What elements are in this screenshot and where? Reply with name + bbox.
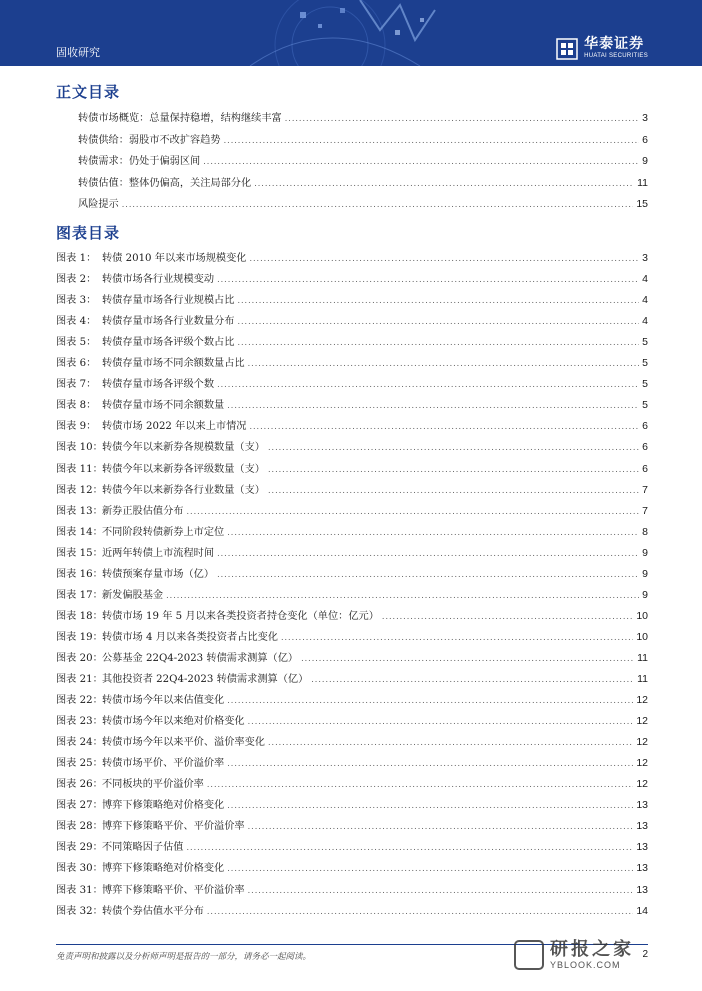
figure-title: 博弈下修策略平价、平价溢价率 (102, 821, 245, 833)
body-toc-entry[interactable] (78, 131, 648, 146)
figure-entry-page: 5 (642, 336, 648, 349)
figure-toc-entry[interactable] (56, 670, 648, 685)
figure-number: 图表 8： (56, 400, 97, 412)
figure-toc-entry[interactable] (56, 838, 648, 853)
toc-entry-label: 转债估值：整体仍偏高，关注局部分化 (78, 177, 252, 189)
toc-leader-dots (268, 465, 639, 474)
figure-title: 转债个券估值水平分布 (102, 905, 204, 917)
figure-toc-entry[interactable] (56, 523, 648, 538)
figure-entry-page: 7 (642, 504, 648, 517)
figure-title: 公募基金 22Q4-2023 转债需求测算（亿） (102, 652, 299, 664)
toc-leader-dots (301, 654, 634, 663)
body-toc-entry[interactable] (78, 195, 648, 210)
figure-number: 图表 9： (56, 421, 97, 433)
toc-leader-dots (227, 401, 639, 410)
toc-leader-dots (237, 317, 639, 326)
brand-name-en: HUATAI SECURITIES (584, 53, 648, 59)
toc-leader-dots (248, 359, 640, 368)
figure-toc-entry[interactable] (56, 902, 648, 917)
figure-toc-entry[interactable] (56, 859, 648, 874)
brand-name-cn: 华泰证券 (584, 36, 645, 52)
figure-toc-title: 图表目录 (56, 224, 121, 242)
figure-number: 图表 15： (56, 547, 103, 559)
toc-leader-dots (268, 738, 633, 747)
toc-entry-page: 15 (636, 198, 648, 210)
toc-leader-dots (203, 157, 639, 166)
toc-leader-dots (227, 801, 633, 810)
figure-number: 图表 1： (56, 253, 97, 264)
figure-number: 图表 21： (56, 674, 103, 685)
figure-entry-page: 10 (636, 630, 648, 643)
figure-number: 图表 12： (56, 484, 103, 496)
figure-entry-page: 13 (636, 841, 648, 854)
figure-toc-entry[interactable] (56, 249, 648, 264)
figure-entry-page: 12 (636, 757, 648, 770)
figure-entry-page: 14 (636, 904, 648, 917)
toc-leader-dots (122, 200, 634, 209)
figure-number: 图表 10： (56, 442, 103, 454)
figure-number: 图表 26： (56, 779, 103, 791)
watermark-text-en: YBLOOK.COM (550, 960, 621, 970)
figure-number: 图表 4： (56, 316, 97, 328)
toc-leader-dots (254, 179, 634, 188)
toc-leader-dots (217, 380, 639, 389)
toc-leader-dots (268, 443, 639, 452)
figure-title: 转债市场平价、平价溢价率 (102, 758, 225, 770)
figure-number: 图表 20： (56, 652, 103, 664)
toc-leader-dots (227, 696, 633, 705)
figure-entry-page: 13 (636, 883, 648, 896)
figure-number: 图表 25： (56, 758, 103, 770)
toc-leader-dots (227, 528, 639, 537)
figure-toc-entry[interactable] (56, 817, 648, 832)
watermark-text-cn: 研报之家 (550, 939, 634, 960)
figure-title: 博弈下修策略平价、平价溢价率 (102, 884, 245, 896)
figure-number: 图表 3： (56, 295, 97, 307)
figure-number: 图表 28： (56, 821, 103, 833)
figure-toc-entry[interactable] (56, 375, 648, 390)
brand-logo (556, 37, 648, 60)
figure-number: 图表 17： (56, 589, 103, 601)
toc-leader-dots (268, 486, 639, 495)
toc-leader-dots (187, 507, 640, 516)
figure-entry-page: 12 (636, 778, 648, 791)
figure-number: 图表 31： (56, 884, 103, 896)
toc-entry-label: 转债市场概览：总量保持稳增，结构继续丰富 (78, 113, 282, 124)
toc-entry-label: 风险提示 (78, 199, 119, 210)
figure-toc-entry[interactable] (56, 607, 648, 622)
figure-entry-page: 6 (642, 420, 648, 433)
figure-title: 转债存量市场各评级个数占比 (102, 337, 235, 349)
figure-toc-entry[interactable] (56, 438, 648, 453)
figure-toc-entry[interactable] (56, 481, 648, 496)
figure-toc-entry[interactable] (56, 754, 648, 769)
figure-toc-entry[interactable] (56, 881, 648, 896)
figure-title: 转债市场 19 年 5 月以来各类投资者持仓变化（单位：亿元） (102, 610, 379, 622)
figure-entry-page: 4 (642, 273, 648, 286)
toc-leader-dots (237, 296, 639, 305)
figure-number: 图表 23： (56, 716, 103, 728)
figure-entry-page: 12 (636, 715, 648, 728)
figure-toc-entry[interactable] (56, 291, 648, 306)
page-number: 2 (642, 949, 648, 960)
figure-number: 图表 18： (56, 610, 103, 622)
figure-toc-entry[interactable] (56, 354, 648, 369)
figure-number: 图表 7： (56, 379, 97, 391)
figure-number: 图表 16： (56, 568, 103, 580)
figure-entry-page: 8 (642, 525, 648, 538)
figure-entry-page: 3 (642, 252, 648, 264)
figure-title: 不同策略因子估值 (102, 842, 184, 854)
figure-title: 转债存量市场不同余额数量占比 (102, 358, 245, 370)
figure-title: 新发偏股基金 (102, 589, 164, 601)
figure-entry-page: 6 (642, 441, 648, 454)
toc-leader-dots (217, 570, 639, 579)
figure-entry-page: 12 (636, 736, 648, 749)
toc-leader-dots (207, 907, 633, 916)
figure-title: 新券正股估值分布 (102, 505, 184, 517)
figure-title: 转债市场各行业规模变动 (102, 274, 215, 286)
figure-toc-entry[interactable] (56, 502, 648, 517)
figure-number: 图表 11： (56, 463, 103, 475)
toc-entry-page: 6 (642, 133, 648, 146)
figure-entry-page: 6 (642, 462, 648, 475)
figure-entry-page: 13 (636, 862, 648, 875)
toc-leader-dots (227, 864, 633, 873)
figure-entry-page: 5 (642, 378, 648, 391)
figure-toc-entry[interactable] (56, 712, 648, 727)
figure-number: 图表 32： (56, 905, 103, 917)
figure-toc-entry[interactable] (56, 649, 648, 664)
toc-leader-dots (249, 254, 639, 263)
toc-leader-dots (217, 275, 639, 284)
figure-entry-page: 7 (642, 483, 648, 496)
toc-leader-dots (227, 759, 633, 768)
toc-leader-dots (207, 780, 633, 789)
figure-title: 转债市场今年以来绝对价格变化 (102, 716, 245, 728)
figure-toc-entry[interactable] (56, 733, 648, 748)
figure-toc-entry[interactable] (56, 586, 648, 601)
figure-toc-entry[interactable] (56, 396, 648, 411)
figure-title: 转债预案存量市场（亿） (102, 568, 215, 580)
toc-leader-dots (285, 114, 639, 123)
figure-entry-page: 9 (642, 546, 648, 559)
toc-entry-label: 转债需求：仍处于偏弱区间 (78, 156, 201, 167)
figure-number: 图表 19： (56, 631, 103, 643)
figure-title: 转债存量市场各评级个数 (102, 379, 215, 391)
figure-entry-page: 11 (637, 651, 648, 664)
figure-title: 转债市场今年以来平价、溢价率变化 (102, 737, 265, 749)
body-toc-entry[interactable] (78, 174, 648, 189)
figure-entry-page: 4 (642, 315, 648, 328)
figure-toc-entry[interactable] (56, 333, 648, 348)
figure-entry-page: 10 (636, 609, 648, 622)
figure-number: 图表 14： (56, 526, 103, 538)
figure-entry-page: 13 (636, 820, 648, 833)
figure-toc-entry[interactable] (56, 544, 648, 559)
figure-number: 图表 2： (56, 274, 97, 286)
toc-leader-dots (382, 612, 633, 621)
figure-number: 图表 13： (56, 505, 103, 517)
figure-title: 转债存量市场各行业规模占比 (102, 295, 235, 307)
toc-leader-dots (187, 843, 634, 852)
toc-leader-dots (311, 675, 634, 684)
toc-leader-dots (249, 422, 639, 431)
report-category: 固收研究 (56, 46, 100, 59)
toc-leader-dots (248, 717, 634, 726)
footer-disclaimer: 免责声明和披露以及分析师声明是报告的一部分，请务必一起阅读。 (56, 952, 312, 962)
toc-leader-dots (166, 591, 639, 600)
figure-number: 图表 22： (56, 695, 103, 707)
figure-toc-entry[interactable] (56, 775, 648, 790)
figure-toc-entry[interactable] (56, 460, 648, 475)
figure-entry-page: 11 (637, 673, 648, 685)
toc-leader-dots (248, 822, 634, 831)
toc-leader-dots (237, 338, 639, 347)
body-toc-title: 正文目录 (56, 83, 121, 101)
figure-entry-page: 12 (636, 694, 648, 707)
toc-leader-dots (281, 633, 633, 642)
figure-entry-page: 13 (636, 799, 648, 812)
figure-title: 博弈下修策略绝对价格变化 (102, 800, 225, 812)
figure-entry-page: 5 (642, 357, 648, 370)
figure-toc-entry[interactable] (56, 417, 648, 432)
figure-toc-entry[interactable] (56, 565, 648, 580)
figure-number: 图表 30： (56, 863, 103, 875)
figure-entry-page: 5 (642, 399, 648, 412)
figure-title: 转债今年以来新券各行业数量（支） (102, 484, 265, 496)
figure-number: 图表 6： (56, 358, 97, 370)
figure-entry-page: 9 (642, 567, 648, 580)
figure-title: 转债存量市场各行业数量分布 (102, 316, 235, 328)
figure-toc-entry[interactable] (56, 270, 648, 285)
figure-title: 转债市场 2022 年以来上市情况 (102, 421, 247, 433)
toc-entry-page: 11 (637, 176, 648, 189)
watermark-icon (514, 940, 544, 970)
figure-toc-entry[interactable] (56, 691, 648, 706)
toc-leader-dots (224, 136, 640, 145)
body-toc-entry[interactable] (78, 109, 648, 124)
figure-number: 图表 24： (56, 737, 103, 749)
toc-entry-label: 转债供给：弱股市不改扩容趋势 (78, 134, 221, 146)
toc-leader-dots (248, 886, 634, 895)
figure-number: 图表 5： (56, 337, 97, 349)
figure-title: 近两年转债上市流程时间 (102, 547, 215, 559)
figure-toc-entry[interactable] (56, 312, 648, 327)
figure-title: 转债今年以来新券各规模数量（支） (102, 442, 265, 454)
figure-toc-entry[interactable] (56, 796, 648, 811)
figure-entry-page: 4 (642, 294, 648, 307)
report-header (0, 0, 702, 66)
toc-entry-page: 3 (642, 112, 648, 124)
toc-entry-page: 9 (642, 155, 648, 167)
figure-title: 其他投资者 22Q4-2023 转债需求测算（亿） (102, 674, 309, 685)
figure-toc-entry[interactable] (56, 628, 648, 643)
figure-number: 图表 27： (56, 800, 103, 812)
toc-leader-dots (217, 549, 639, 558)
figure-title: 不同阶段转债新券上市定位 (102, 526, 225, 538)
watermark (514, 940, 634, 970)
figure-title: 不同板块的平价溢价率 (102, 779, 204, 791)
figure-title: 转债市场今年以来估值变化 (102, 695, 225, 707)
huatai-logo-icon (556, 38, 578, 60)
figure-title: 转债市场 4 月以来各类投资者占比变化 (102, 631, 278, 643)
body-toc-entry[interactable] (78, 152, 648, 167)
figure-title: 转债存量市场不同余额数量 (102, 400, 225, 412)
figure-number: 图表 29： (56, 842, 103, 854)
figure-title: 转债今年以来新券各评级数量（支） (102, 463, 265, 475)
figure-title: 博弈下修策略绝对价格变化 (102, 863, 225, 875)
figure-title: 转债 2010 年以来市场规模变化 (102, 253, 247, 264)
figure-entry-page: 9 (642, 588, 648, 601)
